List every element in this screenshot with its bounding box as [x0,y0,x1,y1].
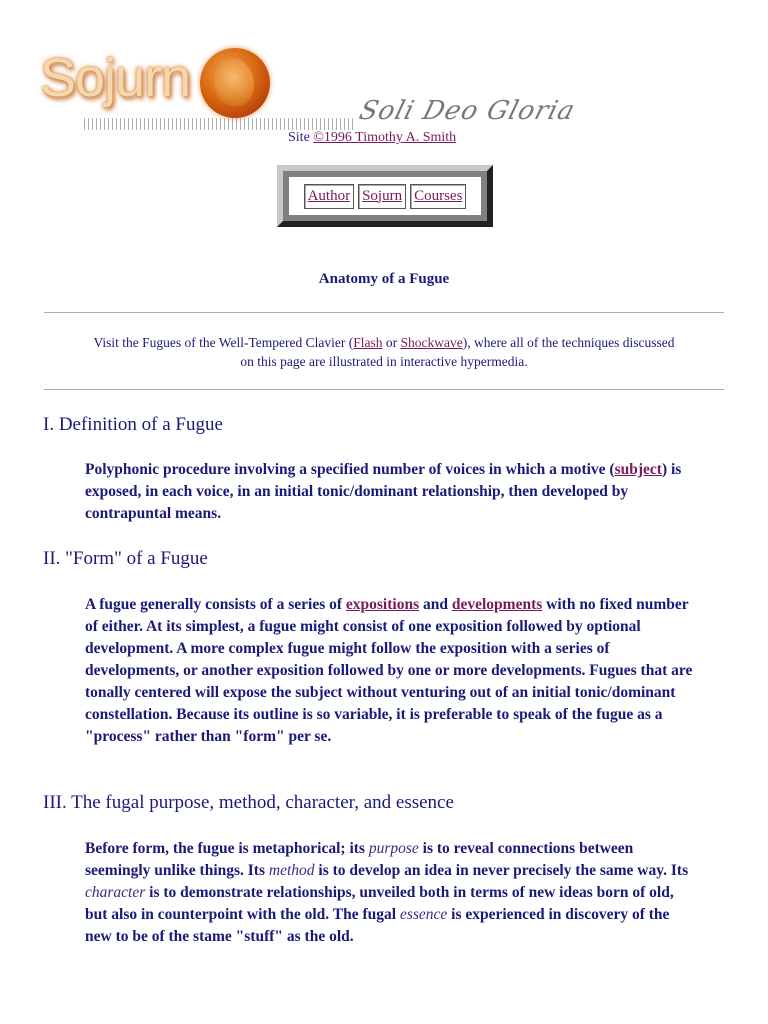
nav-cell-author [304,184,355,209]
nav-cell-courses [410,184,466,209]
section-3-paragraph [85,838,695,948]
page-title: Anatomy of a Fugue [318,271,450,287]
credit-prefix: Site [288,130,314,145]
s2-and: and [419,596,452,613]
section-1-paragraph [85,459,695,525]
intro-part2: ), where all of the techniques discussed on this page are illustrated in interactive hypermedia. [240,335,675,369]
s3-t1: Before form, the fugue is metaphorical; its [85,840,369,857]
s1-text-a: Polyphonic procedure involving a specified number of voices in which a motive ( [85,461,615,478]
medallion-portrait [214,58,254,106]
section-3-heading: III. The fugal purpose, method, character, and essence [43,792,454,813]
s3-t3: is to develop an idea in never precisely the same way. Its [314,862,689,879]
s2-text-a: A fugue generally consists of a series of [85,596,346,613]
divider-bottom [44,389,724,390]
section-2-heading: II. "Form" of a Fugue [43,548,208,569]
divider-top [44,312,724,313]
nav-link-author[interactable]: Author [307,187,351,204]
s3-t2: is to reveal connections between seemingly unlike things. Its [85,840,634,879]
s3-method: method [268,862,315,879]
section-1-heading: I. Definition of a Fugue [43,414,223,435]
decorative-tick-line [84,118,354,130]
section-2-paragraph [85,594,695,748]
copyright-link[interactable]: ©1996 Timothy A. Smith [313,130,457,145]
nav-box [277,165,493,227]
s2-text-b: with no fixed number of either. At its simplest, a fugue might consist of one exposition followed by optional development. A more complex fugue might follow the exposition with a series of developments, or another exposition followed by one or more developments. Fugues that are tonally centered will expose the subject without venturing out of an initial tonic/dominant constellation. Because its outline is so variable, it is preferable to speak of the fugue as a "process" rather than "form" per se. [85,596,693,745]
nav-inner [289,177,481,215]
site-credit [288,130,456,146]
logo-text: Sojurn [40,48,191,108]
nav-link-courses[interactable]: Courses [414,187,463,204]
developments-link[interactable]: developments [451,596,543,613]
nav-link-sojurn[interactable]: Sojurn [362,187,403,204]
shockwave-link[interactable]: Shockwave [400,335,463,350]
intro-part1: Visit the Fugues of the Well-Tempered Clavier ( [93,335,354,350]
s3-character: character [85,884,146,901]
s3-essence: essence [399,906,448,923]
nav-cell-sojurn [358,184,406,209]
flash-link[interactable]: Flash [353,335,383,350]
subject-link[interactable]: subject [614,461,662,478]
intro-or: or [382,335,401,350]
sojurn-logo [40,48,280,128]
s1-text-b: ) is exposed, in each voice, in an initial tonic/dominant relationship, then developed by contrapuntal means. [85,461,682,522]
s3-purpose: purpose [368,840,419,857]
intro-text [90,333,678,371]
s3-t4: is to demonstrate relationships, unveiled both in terms of new ideas born of old, but also in counterpoint with the old. The fugal [85,884,674,923]
signature: Soli Deo Gloria [355,96,579,126]
s3-t5: is experienced in discovery of the new to be of the stame "stuff" as the old. [85,906,670,945]
expositions-link[interactable]: expositions [345,596,420,613]
bach-medallion-icon [200,48,270,118]
